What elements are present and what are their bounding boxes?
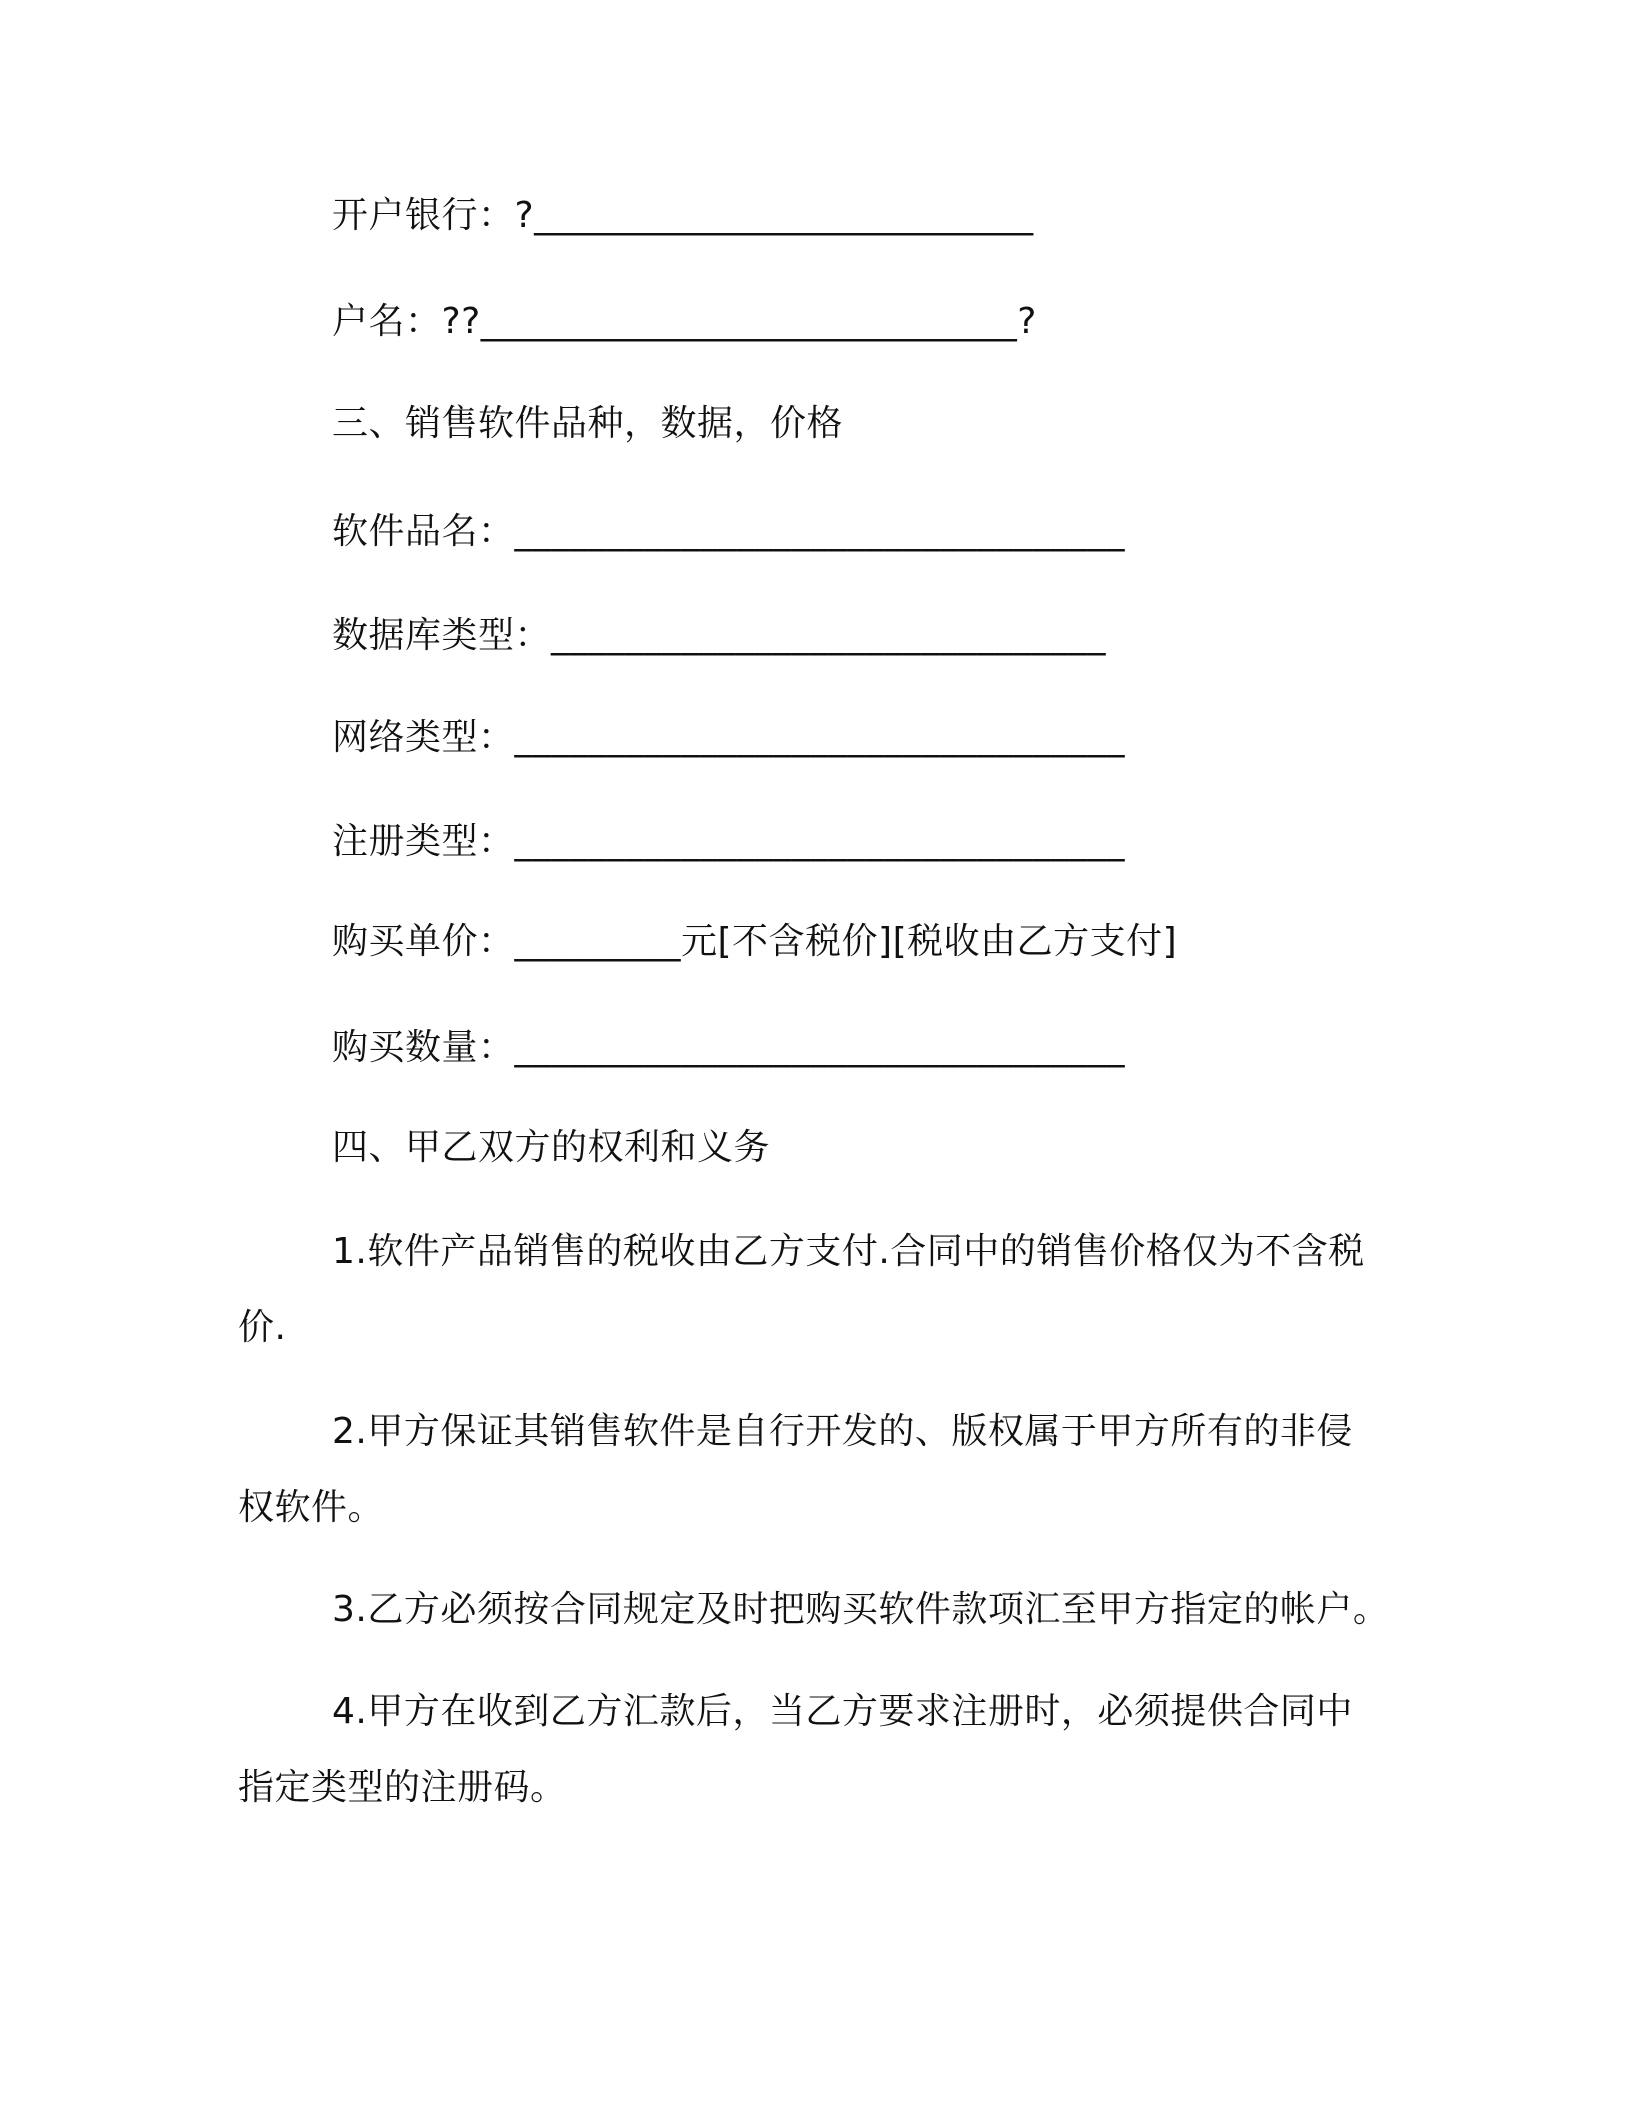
unit-price-field: 购买单价：_________元[不含税价][税收由乙方支付] bbox=[332, 921, 1178, 962]
quantity-field: 购买数量：_________________________________ bbox=[332, 1027, 1126, 1068]
section-3-heading: 三、销售软件品种，数据，价格 bbox=[332, 403, 844, 444]
clause-3-line-1: 3.乙方必须按合同规定及时把购买软件款项汇至甲方指定的帐户。 bbox=[332, 1589, 1390, 1630]
clause-4-line-1: 4.甲方在收到乙方汇款后，当乙方要求注册时，必须提供合同中 bbox=[332, 1691, 1353, 1732]
clause-4-line-2: 指定类型的注册码。 bbox=[238, 1767, 567, 1808]
registration-type-field: 注册类型：_________________________________ bbox=[332, 821, 1126, 862]
bank-field: 开户银行：?___________________________ bbox=[332, 195, 1034, 236]
network-type-field: 网络类型：_________________________________ bbox=[332, 717, 1126, 758]
database-type-field: 数据库类型：______________________________ bbox=[332, 615, 1107, 656]
clause-2-line-1: 2.甲方保证其销售软件是自行开发的、版权属于甲方所有的非侵 bbox=[332, 1411, 1353, 1452]
clause-1-line-1: 1.软件产品销售的税收由乙方支付.合同中的销售价格仅为不含税 bbox=[332, 1231, 1365, 1272]
clause-1-line-2: 价. bbox=[238, 1307, 287, 1348]
software-name-field: 软件品名：_________________________________ bbox=[332, 511, 1126, 552]
clause-2-line-2: 权软件。 bbox=[238, 1487, 385, 1528]
account-name-field: 户名：??_____________________________? bbox=[332, 301, 1037, 342]
section-4-heading: 四、甲乙双方的权利和义务 bbox=[332, 1127, 771, 1168]
